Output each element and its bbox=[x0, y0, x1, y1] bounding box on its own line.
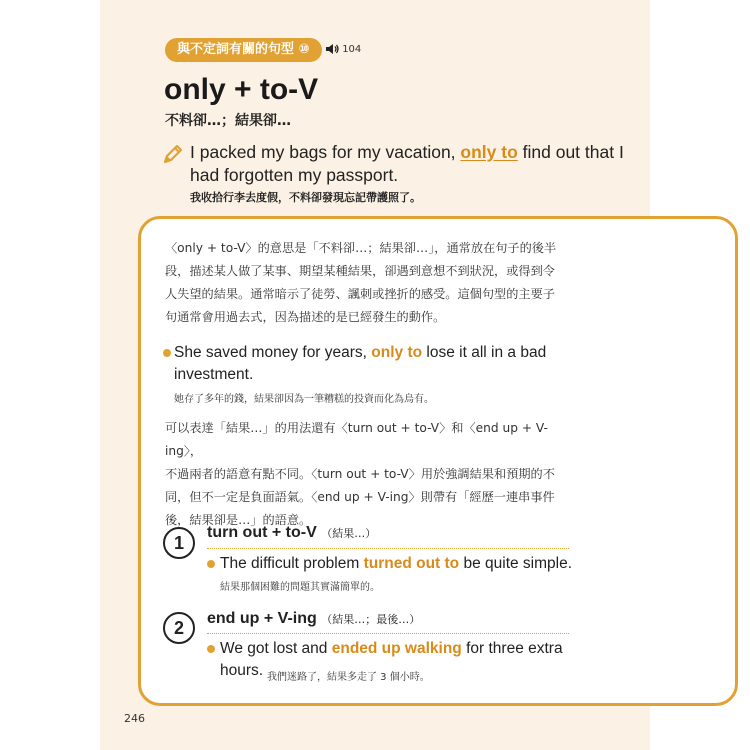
pattern-number-1: 1 bbox=[163, 527, 195, 559]
highlight-phrase: only to bbox=[460, 142, 518, 162]
pattern-example-2: We got lost and ended up walking for three extra hours. bbox=[220, 640, 563, 679]
explanation-paragraph-1: 〈only + to-V〉的意思是「不料卻…；結果卻…」，通常放在句子的後半 段，描述某人做了某事、期望某種結果，卻遇到意想不到狀況，或得到令 人失望的結果。通常暗示了徒勞、諷刺或挫折的感受。這個句型的主要子 句通常會用過去式，因為描述的是已經發生的動作。 bbox=[165, 241, 557, 324]
pattern-translation-1: 結果那個困難的問題其實滿簡單的。 bbox=[220, 582, 380, 593]
pattern-example-1: The difficult problem turned out to be quite simple. bbox=[220, 555, 573, 572]
pattern-number-2: 2 bbox=[163, 612, 195, 644]
speaker-icon bbox=[325, 43, 339, 55]
bullet-dot bbox=[207, 645, 215, 653]
example-translation-1: 她存了多年的錢，結果卻因為一筆糟糕的投資而化為烏有。 bbox=[174, 394, 434, 405]
page-number: 246 bbox=[124, 712, 145, 725]
audio-track[interactable] bbox=[325, 43, 361, 55]
page-subtitle: 不料卻…；結果卻… bbox=[165, 113, 291, 129]
page-title: only + to-V bbox=[164, 73, 319, 106]
pattern-title-1: turn out + to-V （結果…） bbox=[207, 524, 377, 541]
example-sentence-1: She saved money for years, only to lose it all in a bad investment. bbox=[174, 344, 547, 383]
dotted-divider bbox=[207, 548, 569, 549]
section-tag: 與不定詞有關的句型 ⑩ bbox=[165, 38, 322, 62]
pattern-translation-2: 我們迷路了，結果多走了 3 個小時。 bbox=[267, 672, 430, 683]
bullet-dot bbox=[163, 349, 171, 357]
main-example-translation: 我收拾行李去度假，不料卻發現忘記帶護照了。 bbox=[190, 191, 421, 204]
audio-track-number: 104 bbox=[342, 44, 362, 55]
dotted-divider bbox=[207, 633, 569, 634]
pencil-icon bbox=[162, 143, 184, 165]
bullet-dot bbox=[207, 560, 215, 568]
explanation-paragraph-2: 可以表達「結果…」的用法還有〈turn out + to-V〉和〈end up + V-ing〉， 不過兩者的語意有點不同。〈turn out + to-V〉用於強調結果和預期的不 同，但不一定是負面語氣。〈end up + V-ing〉則帶有「經歷一連串事件 後，結果卻是…」的語意。 bbox=[165, 421, 555, 527]
pattern-title-2: end up + V-ing （結果…；最後…） bbox=[207, 610, 421, 627]
main-example-sentence: I packed my bags for my vacation, only to find out that I had forgotten my passport. bbox=[190, 142, 624, 185]
